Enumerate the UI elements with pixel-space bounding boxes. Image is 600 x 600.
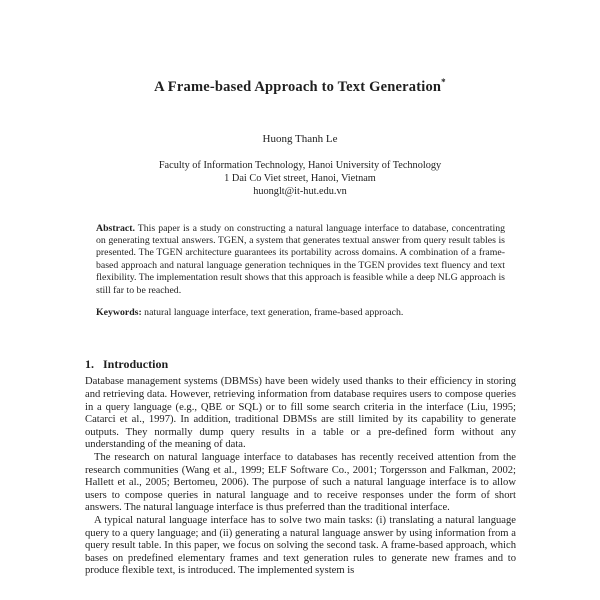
keywords	[96, 307, 505, 319]
page-title	[40, 78, 560, 96]
abstract-label: Abstract.	[96, 222, 135, 234]
affiliation-line-2: 1 Dai Co Viet street, Hanoi, Vietnam	[224, 173, 376, 185]
introduction-body	[85, 376, 516, 578]
paragraph: The research on natural language interface to databases has recently received attention from the research communities (Wang et al., 1999; ELF Software Co., 2001; Torgersson and Falkman, 2002; Hallett et al., 2005; Bertomeu, 2006). The purpose of such a natural language interface is to allow users to compose queries in natural language and to receive responses under the form of short answers. The natural language interface is thus preferred than the traditional interface.	[85, 452, 516, 514]
affiliation-block	[40, 159, 560, 199]
section-heading-introduction	[85, 357, 516, 372]
abstract-text: This paper is a study on constructing a natural language interface to database, concentrating on generating textual answers. TGEN, a system that generates textual answer from query result tables is presented. The TGEN architecture guarantees its portability across domains. A combination of a frame-based approach and natural language generation techniques in the TGEN provides text fluency and text flexibility. The implementation result shows that this approach is feasible while a deep NLG approach is still far to be reached.	[96, 222, 505, 296]
keywords-label: Keywords:	[96, 307, 142, 319]
section-heading-number: 1.	[85, 357, 94, 372]
paragraph: Database management systems (DBMSs) have been widely used thanks to their efficiency in storing and retrieving data. However, retrieving information from database requires users to compose queries in a query language (e.g., QBE or SQL) or to fill some search criteria in the interface (Liu, 1995; Catarci et al., 1997). In addition, traditional DBMSs are still limited by its capability to generate outputs. They normally dump query results in a table or a pre-defined form without any understanding of the meaning of data.	[85, 376, 516, 451]
paper-title-text: A Frame-based Approach to Text Generation	[154, 79, 442, 95]
section-heading-title: Introduction	[103, 357, 169, 372]
keywords-text: natural language interface, text generation, frame-based approach.	[141, 307, 404, 319]
author-email: huonglt@it-hut.edu.vn	[253, 186, 347, 198]
abstract	[96, 223, 505, 297]
affiliation-line-1: Faculty of Information Technology, Hanoi University of Technology	[158, 160, 442, 171]
title-footnote-mark: *	[441, 77, 446, 88]
author-name: Huong Thanh Le	[262, 133, 338, 145]
paragraph: A typical natural language interface has to solve two main tasks: (i) translating a natural language query to a query language; and (ii) generating a natural language answer by using information from a query result table. In this paper, we focus on solving the second task. A frame-based approach, which bases on predefined elementary frames and text generation rules to generate new frames and to produce flexible text, is introduced. The implemented system is	[85, 514, 516, 577]
